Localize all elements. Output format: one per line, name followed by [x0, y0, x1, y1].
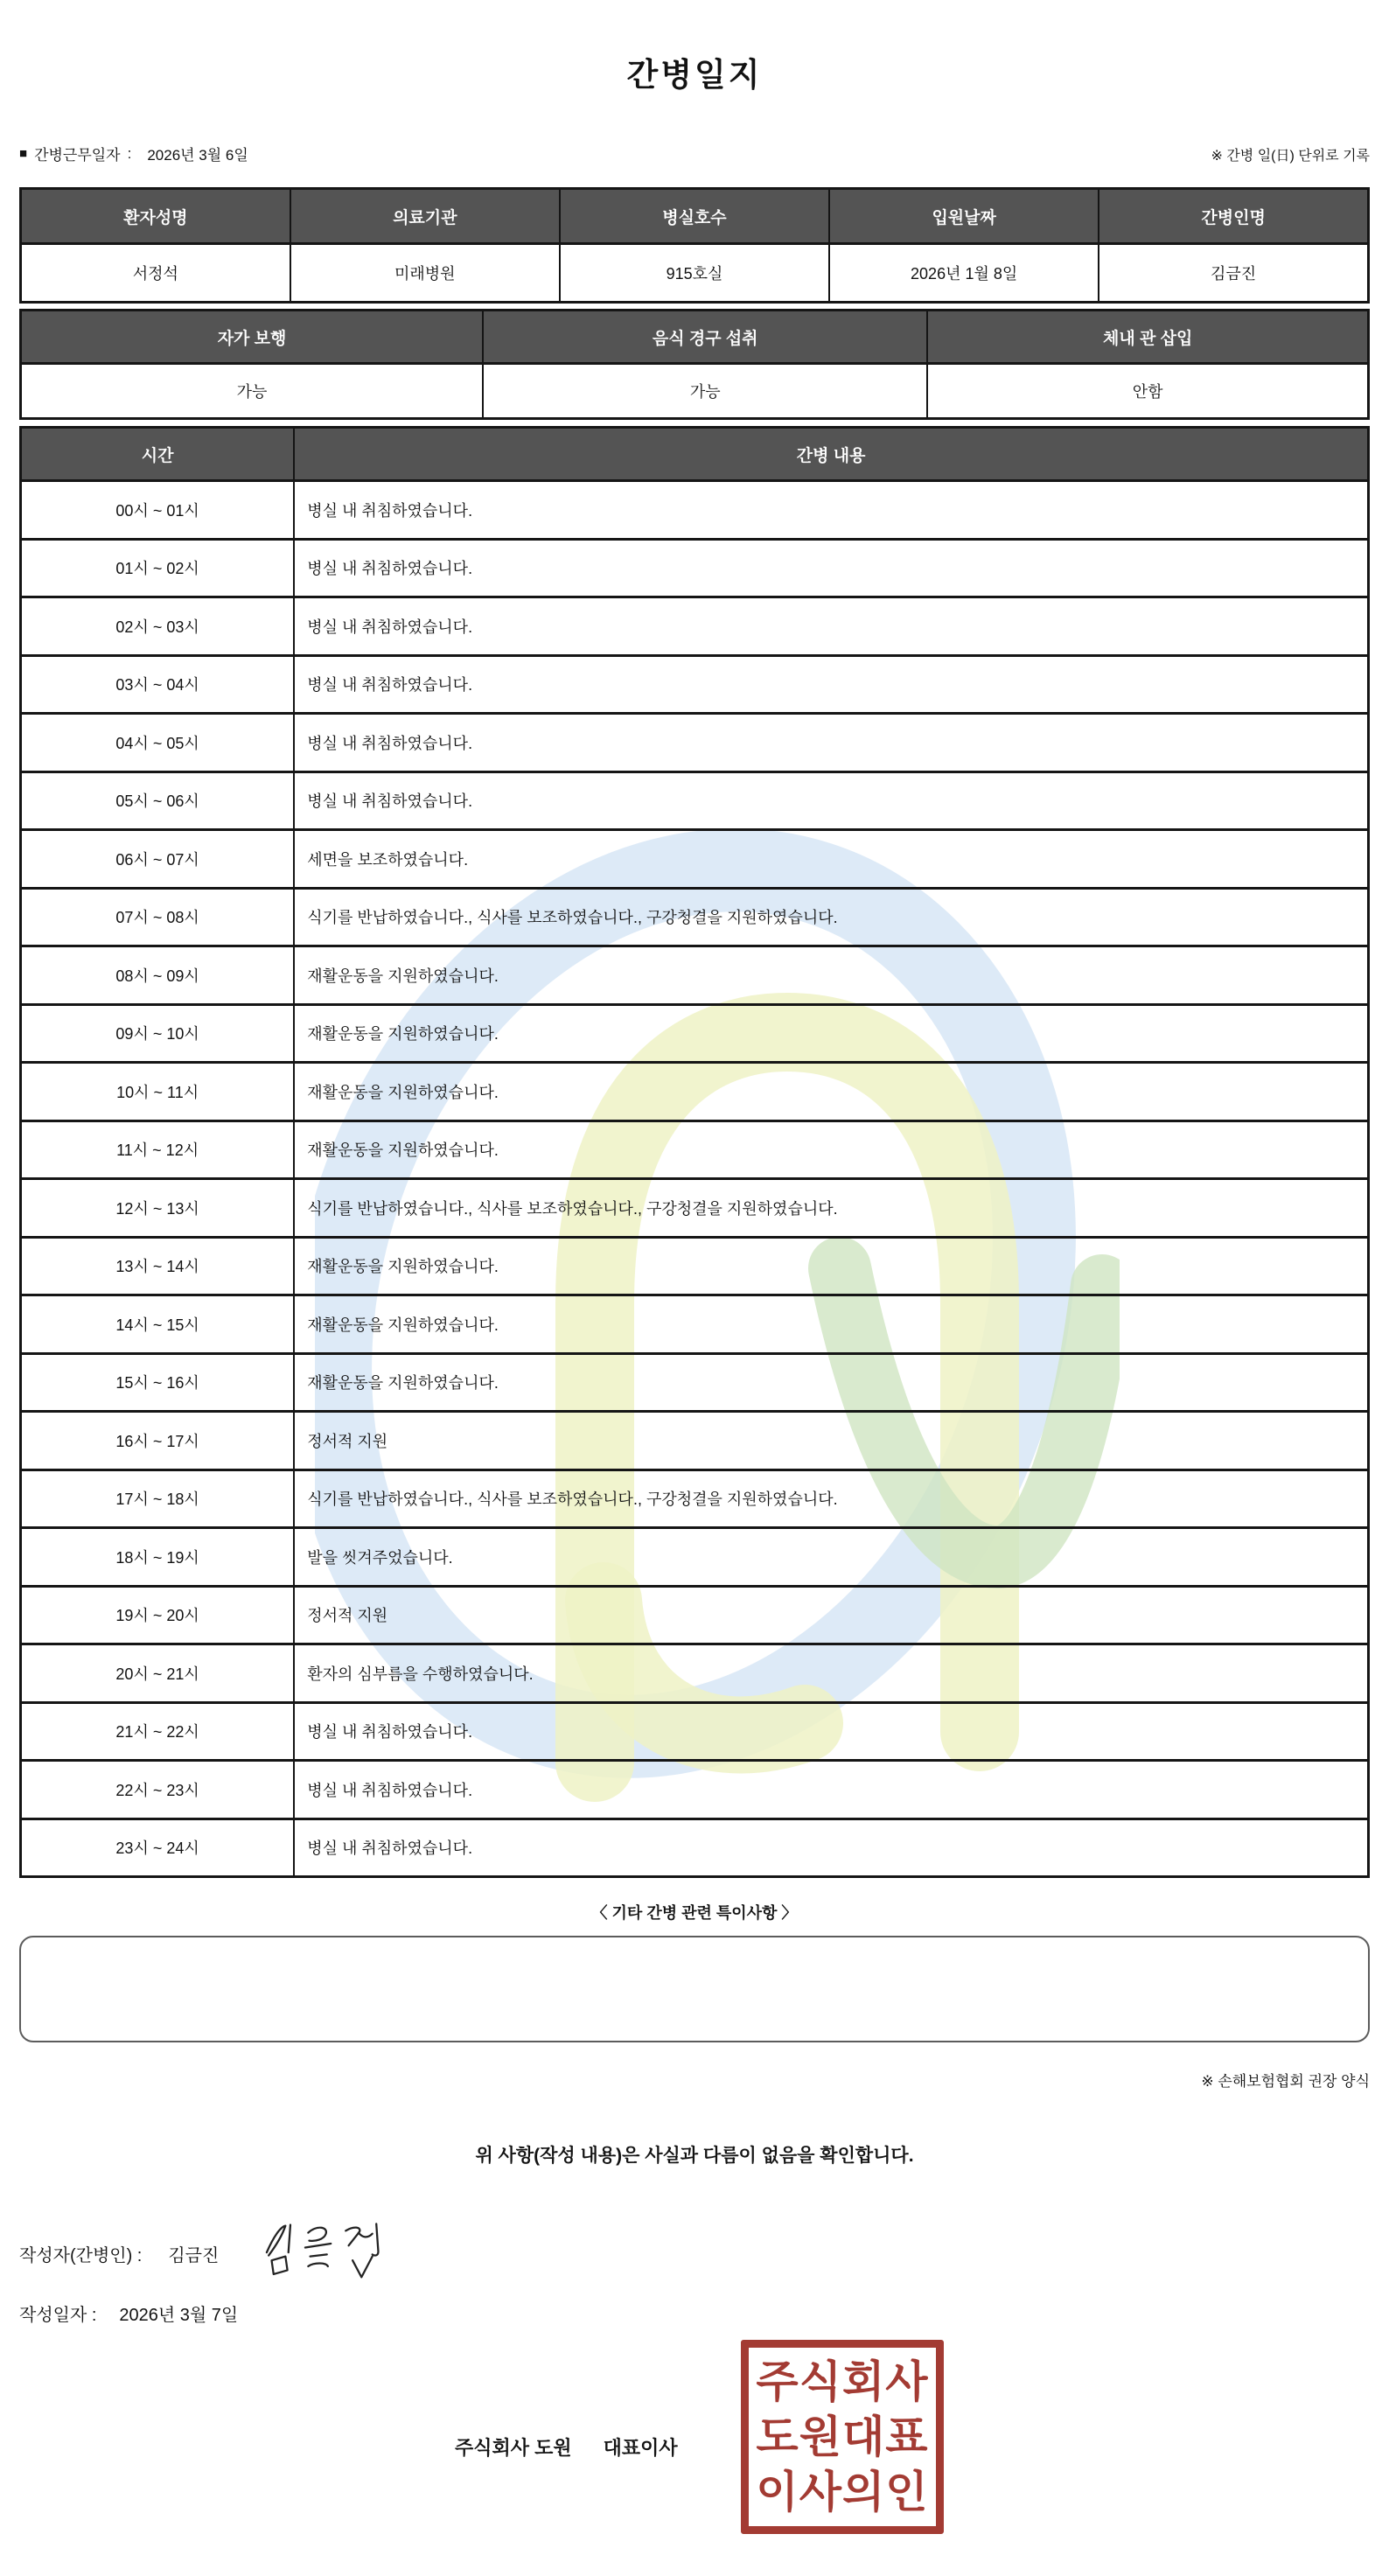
content-cell: 재활운동을 지원하였습니다.	[294, 1237, 1368, 1295]
care-log-row	[21, 1819, 1369, 1877]
time-cell: 09시 ~ 10시	[21, 1004, 295, 1063]
caregiver-name: 김금진	[1099, 244, 1368, 303]
care-work-date	[19, 143, 248, 164]
company-name: 주식회사 도원	[455, 2437, 572, 2459]
stamp-area	[19, 2340, 1370, 2576]
content-cell: 재활운동을 지원하였습니다.	[294, 1004, 1368, 1063]
care-log-row	[21, 481, 1369, 540]
time-cell: 10시 ~ 11시	[21, 1063, 295, 1121]
patient-header-row	[21, 189, 1369, 244]
oral-intake-value: 가능	[483, 364, 927, 419]
caregiver-signature	[248, 2221, 401, 2282]
care-log-row	[21, 1179, 1369, 1238]
header-self-walking: 자가 보행	[21, 311, 484, 364]
content-cell: 식기를 반납하였습니다., 식사를 보조하였습니다., 구강청결을 지원하였습니다.	[294, 888, 1368, 946]
care-log-header-row	[21, 428, 1369, 481]
ceo-label: 대표이사	[603, 2437, 678, 2459]
care-log-row	[21, 1644, 1369, 1703]
page-title: 간병일지	[626, 57, 763, 93]
written-date-label: 작성일자 :	[19, 2306, 97, 2325]
content-cell: 발을 씻겨주었습니다.	[294, 1528, 1368, 1587]
patient-status-table	[19, 309, 1370, 420]
header-room-number: 병실호수	[560, 189, 829, 244]
date-row	[19, 2300, 1370, 2326]
time-cell: 01시 ~ 02시	[21, 539, 295, 597]
seal-line: 도원대표	[756, 2412, 929, 2461]
time-cell: 20시 ~ 21시	[21, 1644, 295, 1703]
special-notes-heading: 〈 기타 간병 관련 특이사항 〉	[591, 1904, 798, 1922]
time-cell: 11시 ~ 12시	[21, 1120, 295, 1179]
content-cell: 병실 내 취침하였습니다.	[294, 655, 1368, 714]
content-cell: 병실 내 취침하였습니다.	[294, 714, 1368, 772]
care-log-row	[21, 1470, 1369, 1528]
content-cell: 병실 내 취침하였습니다.	[294, 539, 1368, 597]
time-cell: 07시 ~ 08시	[21, 888, 295, 946]
time-cell: 15시 ~ 16시	[21, 1353, 295, 1412]
work-date-label: 간병근무일자	[34, 147, 121, 164]
seal-line: 이사의인	[756, 2467, 929, 2517]
time-cell: 19시 ~ 20시	[21, 1586, 295, 1644]
self-walking-value: 가능	[21, 364, 484, 419]
time-cell: 13시 ~ 14시	[21, 1237, 295, 1295]
care-log-row	[21, 771, 1369, 830]
care-log-row	[21, 539, 1369, 597]
author-label: 작성자(간병인) :	[19, 2245, 143, 2265]
time-cell: 14시 ~ 15시	[21, 1295, 295, 1354]
time-cell: 17시 ~ 18시	[21, 1470, 295, 1528]
content-cell: 정서적 지원	[294, 1412, 1368, 1470]
content-cell: 환자의 심부름을 수행하였습니다.	[294, 1644, 1368, 1703]
header-care-content: 간병 내용	[294, 428, 1368, 481]
time-cell: 12시 ~ 13시	[21, 1179, 295, 1238]
content-cell: 정서적 지원	[294, 1586, 1368, 1644]
work-date-value: 2026년 3월 6일	[147, 147, 248, 164]
content-cell: 병실 내 취침하였습니다.	[294, 597, 1368, 656]
content-cell: 재활운동을 지원하였습니다.	[294, 1353, 1368, 1412]
care-log-row	[21, 888, 1369, 946]
content-cell: 병실 내 취침하였습니다.	[294, 1702, 1368, 1761]
time-cell: 00시 ~ 01시	[21, 481, 295, 540]
care-log-row	[21, 1120, 1369, 1179]
care-log-row	[21, 830, 1369, 889]
care-log-row	[21, 655, 1369, 714]
meta-row	[19, 143, 1370, 164]
patient-value-row	[21, 244, 1369, 303]
header-tube-insertion: 체내 관 삽입	[927, 311, 1368, 364]
form-note: ※ 손해보험협회 권장 양식	[1201, 2073, 1370, 2090]
content-cell: 재활운동을 지원하였습니다.	[294, 1120, 1368, 1179]
header-medical-institution: 의료기관	[290, 189, 560, 244]
care-log-row	[21, 597, 1369, 656]
content-cell: 병실 내 취침하였습니다.	[294, 771, 1368, 830]
time-cell: 02시 ~ 03시	[21, 597, 295, 656]
status-header-row	[21, 311, 1369, 364]
content-cell: 재활운동을 지원하였습니다.	[294, 1063, 1368, 1121]
content-cell: 식기를 반납하였습니다., 식사를 보조하였습니다., 구강청결을 지원하였습니다.	[294, 1470, 1368, 1528]
patient-name: 서정석	[21, 244, 290, 303]
time-cell: 04시 ~ 05시	[21, 714, 295, 772]
care-log-row	[21, 714, 1369, 772]
time-cell: 03시 ~ 04시	[21, 655, 295, 714]
header-time: 시간	[21, 428, 295, 481]
time-cell: 16시 ~ 17시	[21, 1412, 295, 1470]
care-log-row	[21, 1761, 1369, 1819]
content-cell: 병실 내 취침하였습니다.	[294, 1761, 1368, 1819]
written-date-value: 2026년 3월 7일	[119, 2306, 239, 2325]
corporate-seal	[741, 2340, 944, 2534]
content-cell: 세면을 보조하였습니다.	[294, 830, 1368, 889]
room-number: 915호실	[560, 244, 829, 303]
header-oral-intake: 음식 경구 섭취	[483, 311, 927, 364]
admission-date: 2026년 1월 8일	[829, 244, 1099, 303]
company-line	[455, 2433, 678, 2461]
content-cell: 재활운동을 지원하였습니다.	[294, 946, 1368, 1005]
time-cell: 21시 ~ 22시	[21, 1702, 295, 1761]
status-value-row	[21, 364, 1369, 419]
content-cell: 재활운동을 지원하였습니다.	[294, 1295, 1368, 1354]
care-log-row	[21, 1237, 1369, 1295]
care-log-row	[21, 1063, 1369, 1121]
care-log-table	[19, 426, 1370, 1878]
special-notes-box	[19, 1936, 1370, 2042]
care-log-row	[21, 1702, 1369, 1761]
seal-line: 주식회사	[756, 2356, 929, 2406]
time-cell: 23시 ~ 24시	[21, 1819, 295, 1877]
header-patient-name: 환자성명	[21, 189, 290, 244]
content-cell: 병실 내 취침하였습니다.	[294, 481, 1368, 540]
time-cell: 05시 ~ 06시	[21, 771, 295, 830]
care-log-row	[21, 1586, 1369, 1644]
black-square-icon: ■	[19, 146, 28, 161]
care-log-row	[21, 946, 1369, 1005]
header-caregiver-name: 간병인명	[1099, 189, 1368, 244]
colon: :	[127, 144, 132, 162]
tube-insertion-value: 안함	[927, 364, 1368, 419]
content-cell: 식기를 반납하였습니다., 식사를 보조하였습니다., 구강청결을 지원하였습니다.	[294, 1179, 1368, 1238]
medical-institution: 미래병원	[290, 244, 560, 303]
care-log-row	[21, 1412, 1369, 1470]
care-log-row	[21, 1295, 1369, 1354]
author-row	[19, 2225, 1370, 2281]
care-log-row	[21, 1353, 1369, 1412]
care-log-row	[21, 1004, 1369, 1063]
header-admission-date: 입원날짜	[829, 189, 1099, 244]
author-name: 김금진	[168, 2245, 220, 2265]
patient-info-table	[19, 187, 1370, 304]
time-cell: 18시 ~ 19시	[21, 1528, 295, 1587]
time-cell: 06시 ~ 07시	[21, 830, 295, 889]
content-cell: 병실 내 취침하였습니다.	[294, 1819, 1368, 1877]
time-cell: 22시 ~ 23시	[21, 1761, 295, 1819]
unit-note: ※ 간병 일(日) 단위로 기록	[1211, 149, 1370, 164]
time-cell: 08시 ~ 09시	[21, 946, 295, 1005]
care-log-row	[21, 1528, 1369, 1587]
confirmation-statement: 위 사항(작성 내용)은 사실과 다름이 없음을 확인합니다.	[475, 2146, 914, 2166]
